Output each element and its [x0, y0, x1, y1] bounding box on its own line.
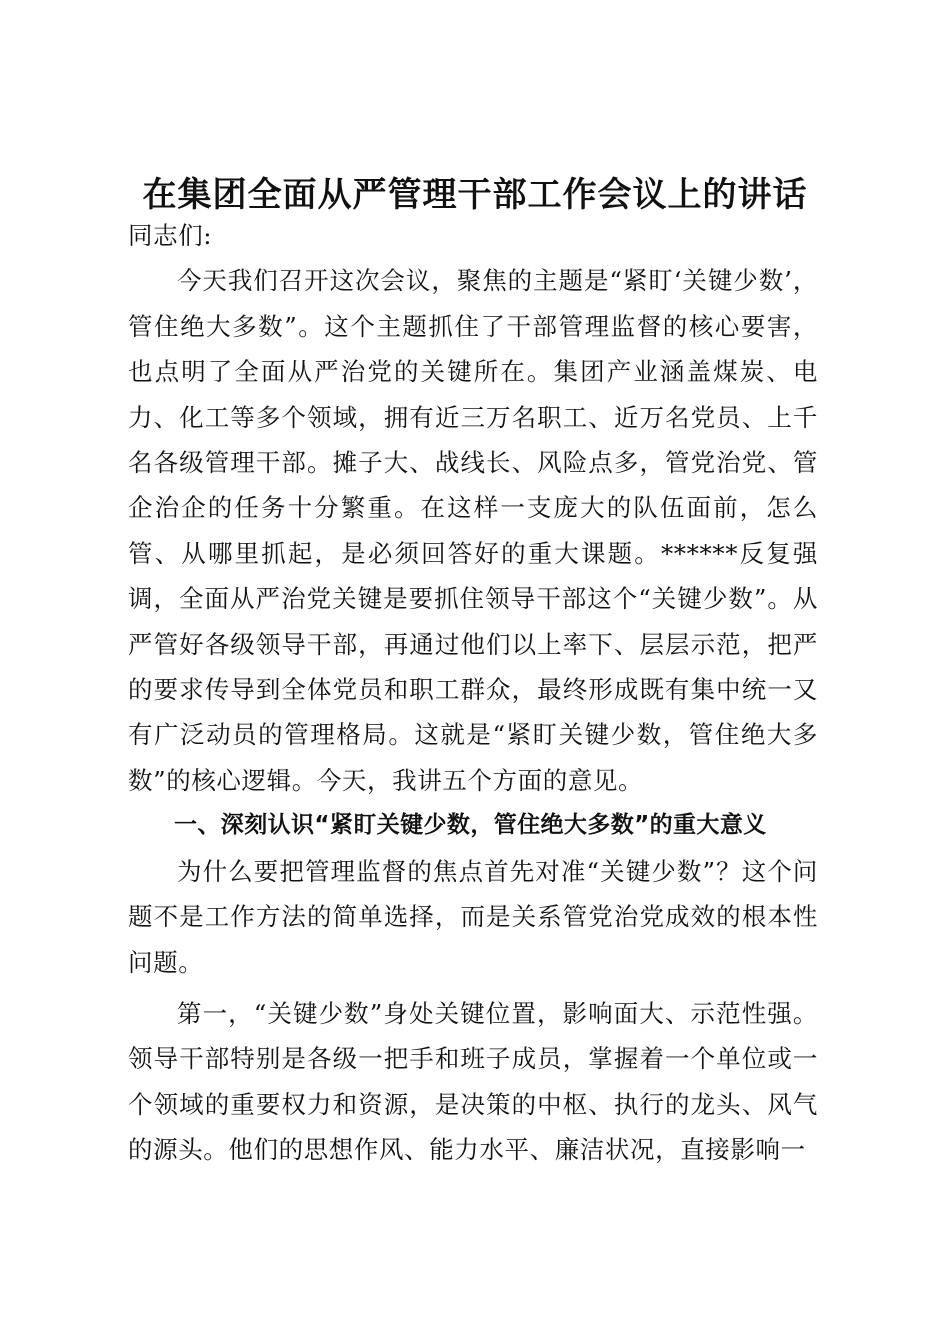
intro-paragraph: 今天我们召开这次会议，聚焦的主题是“紧盯‘关键少数’，管住绝大多数”。这个主题抓住了干部管理监督的核心要害，也点明了全面从严治党的关键所在。集团产业涵盖煤炭、电力、化工等多个领域，拥有近三万名职工、近万名党员、上千名各级管理干部。摊子大、战线长、风险点多，管党治党、管企治企的任务十分繁重。在这样一支庞大的队伍面前，怎么管、从哪里抓起，是必须回答好的重大课题。******反复强调，全面从严治党关键是要抓住领导干部这个“关键少数”。从严管好各级领导干部，再通过他们以上率下、层层示范，把严的要求传导到全体党员和职工群众，最终形成既有集中统一又有广泛动员的管理格局。这就是“紧盯关键少数，管住绝大多数”的核心逻辑。今天，我讲五个方面的意见。 [128, 266, 818, 795]
document-title: 在集团全面从严管理干部工作会议上的讲话 [142, 175, 808, 215]
salutation: 同志们: [128, 221, 213, 250]
section-heading: 一、深刻认识“紧盯关键少数，管住绝大多数”的重大意义 [174, 812, 767, 839]
section-paragraph: 为什么要把管理监督的焦点首先对准“关键少数”？这个问题不是工作方法的简单选择，而是关系管党治党成效的根本性问题。 [128, 856, 818, 977]
section-paragraph: 第一，“关键少数”身处关键位置，影响面大、示范性强。领导干部特别是各级一把手和班子成员，掌握着一个单位或一个领域的重要权力和资源，是决策的中枢、执行的龙头、风气的源头。他们的思想作风、能力水平、廉洁状况，直接影响一 [128, 998, 818, 1165]
document-body [128, 213, 818, 1173]
